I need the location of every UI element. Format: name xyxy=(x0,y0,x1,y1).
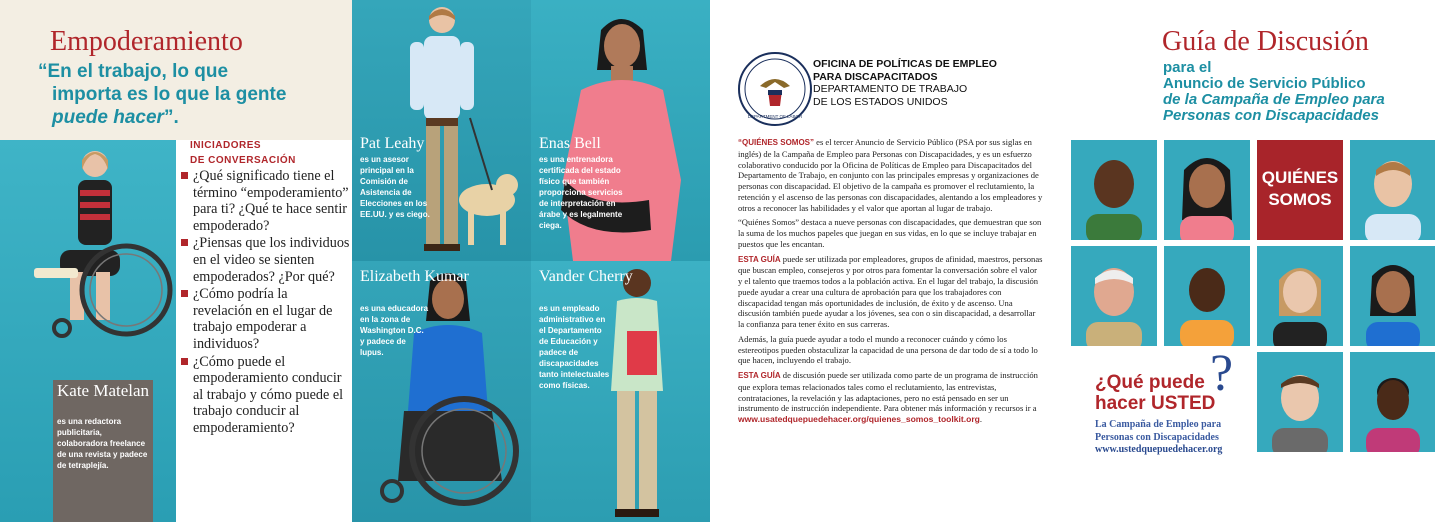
question-item: ¿Qué significado tiene el término “empoderamiento” para ti? ¿Qué te hace sentir empoderado? xyxy=(180,168,350,234)
pull-quote xyxy=(38,60,338,129)
person-description: es un empleado administrativo en el Departamento de Educación y padece de discapacidades tanto intelectuales como físicas. xyxy=(539,304,610,390)
panel-cover xyxy=(1057,0,1435,522)
conversation-starters-heading xyxy=(190,138,296,168)
panel-people xyxy=(352,0,710,522)
panel-title: Empoderamiento xyxy=(50,26,243,57)
cover-title: Guía de Discusión xyxy=(1162,26,1369,57)
person-card-pat xyxy=(352,0,531,261)
bullet-icon xyxy=(181,290,188,297)
paragraph: ESTA GUÍA de discusión puede ser utilizada como parte de un programa de instrucción que explora temas relacionados tales como el reclutamiento, las entrevistas, contrataciones, la revelación y las adaptaciones, pero no está pensado en ser un instrumento de instrucción independiente. Para obtener más información y recursos ir a www.usatedquepuedehacer.org/quienes_somos_toolkit.org. xyxy=(738,370,1038,424)
organization-name xyxy=(813,58,1023,108)
website-link[interactable]: www.ustedquepuedehacer.org xyxy=(1095,444,1223,455)
person-name: Pat Leahy xyxy=(360,135,425,152)
what-can-you-do-heading: ¿Qué puede hacer USTED xyxy=(1095,372,1216,414)
caption-kate xyxy=(53,380,153,522)
quote-end: ”. xyxy=(163,107,179,128)
quote-line-2: importa es lo que la gente xyxy=(52,84,287,105)
man-folder-illustration xyxy=(531,261,710,522)
org-line-3: DEPARTAMENTO DE TRABAJO xyxy=(813,83,968,95)
person-name: Enas Bell xyxy=(539,135,601,152)
question-mark-icon: ? xyxy=(1210,345,1234,402)
seal-label: DEPARTMENT OF LABOR xyxy=(747,114,803,119)
face-portrait xyxy=(1164,246,1250,346)
face-image xyxy=(1257,246,1343,346)
face-image xyxy=(1350,140,1435,240)
person-description: es una educadora en la zona de Washington D.C. y padece de lupus. xyxy=(360,304,429,357)
paragraph: ESTA GUÍA puede ser utilizada por empleadores, grupos de afinidad, maestros, personas que buscan empleo, consejeros y por otros para fomentar la conversación sobre el valor y el talento que traemos todos a la población activa. En el lugar del trabajo, la discusión puede ayudar a crear una cultura de aprobación para que los trabajadores con discapacidad tengan más oportunidades de inclusión, de éxito y de ascenso. Una discusión también puede ayudar a los jóvenes, sea con o sin discapacidad, a desarrollar la confianza para tener éxito en sus carreras. xyxy=(738,253,1043,329)
heading-line-2: DE CONVERSACIÓN xyxy=(190,155,296,166)
person-description: es una entrenadora certificada del estado físico que también proporciona servicios de interpretación en árabe y es legalmente ciega. xyxy=(539,155,623,230)
campaign-name: La Campaña de Empleo para Personas con Discapacidades xyxy=(1095,419,1222,443)
person-card-enas xyxy=(531,0,710,261)
man-with-guide-dog-illustration xyxy=(352,0,531,261)
seal-eagle-icon xyxy=(740,54,810,124)
bullet-icon xyxy=(181,239,188,246)
panel-about xyxy=(710,0,1057,522)
person-card-elizabeth xyxy=(352,261,531,522)
face-portrait xyxy=(1350,140,1435,240)
paragraph: Además, la guía puede ayudar a todo el mundo a reconocer cuándo y cómo los estereotipos pueden obstaculizar la capacidad de una persona de dar todo de sí a todo lo que hacen, incluyendo el trabajo. xyxy=(738,333,1038,366)
face-portrait xyxy=(1350,246,1435,346)
face-image xyxy=(1350,246,1435,346)
question-list xyxy=(180,168,350,437)
person-name: Elizabeth Kumar xyxy=(360,268,469,285)
paragraph: “Quiénes Somos” destaca a nueve personas con discapacidades, que demuestran que son la suma de los muchos papeles que juegan en sus vidas, en lo que se incluye trabajar en puestos que les encantan. xyxy=(738,217,1042,249)
cover-subtitle: para el Anuncio de Servicio Público de la Campaña de Empleo para Personas con Discapacidades xyxy=(1163,59,1385,124)
face-portrait xyxy=(1350,352,1435,452)
toolkit-link[interactable]: www.usatedquepuedehacer.org/quienes_somos_toolkit.org xyxy=(738,414,980,424)
bullet-icon xyxy=(181,358,188,365)
person-name: Kate Matelan xyxy=(57,381,150,400)
question-item: ¿Cómo podría la revelación en el lugar de trabajo empoderar a individuos? xyxy=(180,286,350,352)
about-body xyxy=(738,137,1043,429)
face-portrait xyxy=(1164,140,1250,240)
question-item: ¿Piensas que los individuos en el video se sienten empoderados? ¿Por qué? xyxy=(180,235,350,285)
org-line-1: OFICINA DE POLÍTICAS DE EMPLEO xyxy=(813,58,997,70)
person-card-vander xyxy=(531,261,710,522)
org-line-2: PARA DISCAPACITADOS xyxy=(813,70,938,83)
person-description: es una redactora publicitaria, colaboradora freelance de una revista y padece de tetraplejía. xyxy=(57,417,148,470)
quote-emphasis: puede hacer xyxy=(52,107,164,128)
quienes-somos-badge: QUIÉNES SOMOS xyxy=(1257,140,1343,240)
department-seal xyxy=(738,52,812,126)
face-portrait xyxy=(1071,140,1157,240)
bullet-icon xyxy=(181,172,188,179)
face-portrait xyxy=(1071,246,1157,346)
heading-line-1: INICIADORES xyxy=(190,140,262,151)
face-image xyxy=(1164,246,1250,346)
panel-empowerment xyxy=(0,0,352,522)
face-image xyxy=(1071,140,1157,240)
face-image xyxy=(1257,352,1343,452)
face-image xyxy=(1350,352,1435,452)
face-portrait xyxy=(1257,352,1343,452)
paragraph: “QUIÉNES SOMOS” es el tercer Anuncio de Servicio Público (PSA por sus siglas en inglés) de la Campaña de Empleo para Personas con Discapacidades, y es un esfuerzo colaborativo conducido por la Oficina de Políticas de Empleo para Discapacitados del Departamento de Trabajo, en conjunto con las principales empresas y organizaciones de personas con discapacidad. El objetivo de la campaña es promover el reclutamiento, la retención y el ascenso de las personas con discapacidades, alentando a los empleadores y otros a reconocer las habilidades y el valor que aportan al lugar de trabajo. xyxy=(738,137,1043,213)
face-image xyxy=(1071,246,1157,346)
org-line-4: DE LOS ESTADOS UNIDOS xyxy=(813,95,948,108)
face-image xyxy=(1164,140,1250,240)
question-item: ¿Cómo puede el empoderamiento conducir al trabajo y cómo puede el trabajo conducir al empoderamiento? xyxy=(180,354,350,437)
face-portrait xyxy=(1257,246,1343,346)
person-description: es un asesor principal en la Comisión de Asistencia de Elecciones en los EE.UU. y es ciego. xyxy=(360,155,430,219)
person-name: Vander Cherry xyxy=(539,268,633,285)
woman-wheelchair-illustration xyxy=(352,261,531,522)
quote-line-1: “En el trabajo, lo que xyxy=(38,61,229,82)
